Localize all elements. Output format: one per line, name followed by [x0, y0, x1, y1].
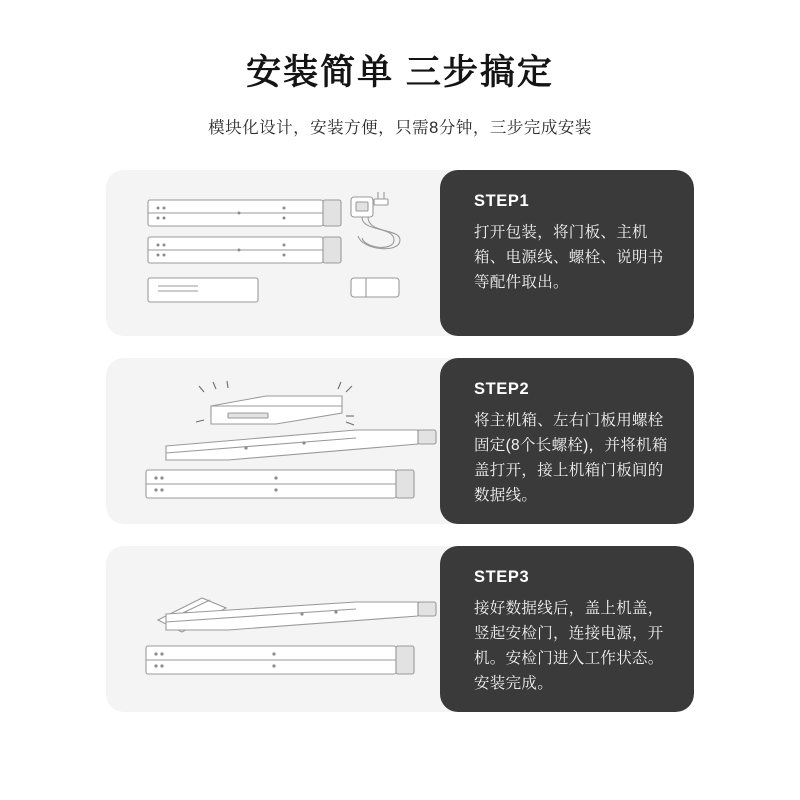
step-card [106, 170, 694, 336]
steps-list [0, 170, 800, 712]
step-label: STEP1 [474, 192, 530, 210]
page-title: 安装简单 三步搞定 [246, 53, 554, 92]
step-card [106, 358, 694, 524]
page-header [0, 0, 800, 138]
step-label: STEP2 [474, 380, 530, 398]
step-label: STEP3 [474, 568, 530, 586]
mount-host-box-illustration [106, 358, 458, 524]
stand-up-gate-illustration [106, 546, 458, 712]
step-description: 接好数据线后，盖上机盖，竖起安检门，连接电源，开机。安检门进入工作状态。安装完成。 [474, 600, 664, 693]
step-text-panel [440, 170, 694, 336]
step-description: 将主机箱、左右门板用螺栓固定(8个长螺栓)，并将机箱盖打开，接上机箱门板间的数据线。 [474, 412, 668, 505]
step-description: 打开包装，将门板、主机箱、电源线、螺栓、说明书等配件取出。 [474, 224, 664, 292]
step-text-panel [440, 546, 694, 712]
step-text-panel [440, 358, 694, 524]
step-card [106, 546, 694, 712]
packaging-parts-illustration [106, 170, 458, 336]
page-subtitle: 模块化设计，安装方便，只需8分钟，三步完成安装 [208, 119, 592, 137]
